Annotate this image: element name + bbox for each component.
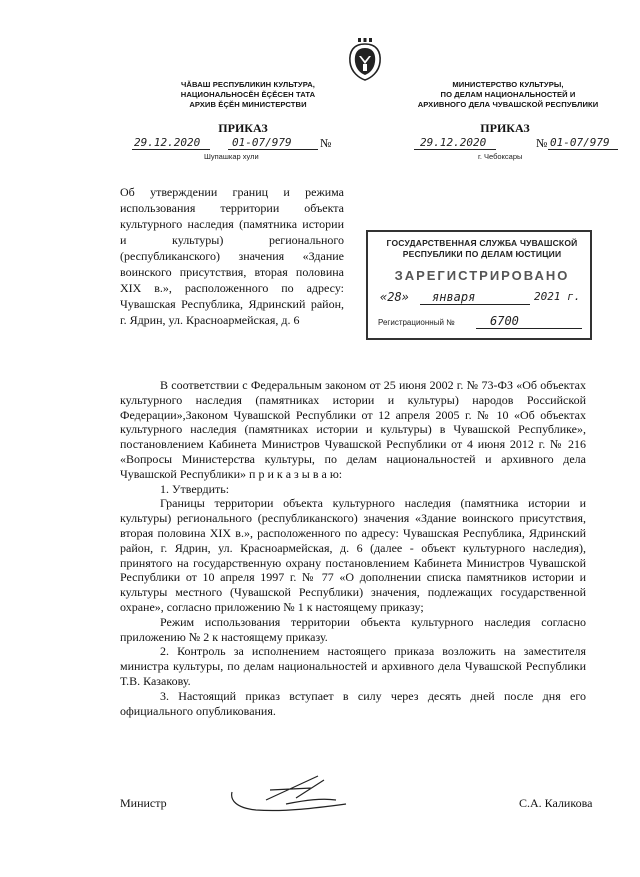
header-left-line: ЧĂВАШ РЕСПУБЛИКИН КУЛЬТУРА, xyxy=(180,80,316,89)
stamp-reg-label: Регистрационный № xyxy=(378,318,455,327)
body-paragraph: 2. Контроль за исполнением настоящего приказа возложить на заместителя министра культуры, по делам национальностей и архивного дела Чувашской Республики Т.В. Казакову. xyxy=(120,644,586,688)
stamp-date-month: января xyxy=(432,290,476,304)
body-paragraph: В соответствии с Федеральным законом от 25 июня 2002 г. № 73-ФЗ «Об объектах культурного наследия (памятниках истории и культуры) народов Российской Федерации»,Законом Чувашской Республики от 12 апреля 2005 г. № 10 «Об объектах культурного наследия (памятниках истории и культуры) в Чувашской Республике», постановлением Кабинета Министров Чувашской Республики от 4 июня 2012 г. № 216 «Вопросы Министерства культуры, по делам национальностей и архивного дела Чувашской Республики» п р и к а з ы в а ю: xyxy=(120,378,586,481)
stamp-registered: ЗАРЕГИСТРИРОВАНО xyxy=(394,268,570,283)
order-date-right: 29.12.2020 xyxy=(420,136,487,149)
stamp-month-underline xyxy=(420,304,530,305)
number-underline-left xyxy=(228,149,318,150)
header-right-org xyxy=(400,80,616,110)
order-body xyxy=(120,378,586,718)
number-sign-right: № xyxy=(536,136,548,150)
order-title-left: ПРИКАЗ xyxy=(218,121,268,135)
number-underline-right xyxy=(548,149,618,150)
date-underline-right xyxy=(414,149,496,150)
order-title-right: ПРИКАЗ xyxy=(480,121,530,135)
header-right-line: МИНИСТЕРСТВО КУЛЬТУРЫ, xyxy=(452,80,564,89)
signatory-name: С.А. Каликова xyxy=(519,796,593,810)
registration-stamp xyxy=(366,230,592,340)
header-left-org xyxy=(148,80,348,110)
stamp-org xyxy=(376,238,588,260)
order-number-left: 01-07/979 xyxy=(232,136,292,149)
order-date-left: 29.12.2020 xyxy=(134,136,201,149)
header-left-line: НАЦИОНАЛЬНОСĔН ĔÇĔСЕН ТАТА xyxy=(180,90,316,99)
signature-icon xyxy=(226,770,352,816)
header-right-line: АРХИВНОГО ДЕЛА ЧУВАШСКОЙ РЕСПУБЛИКИ xyxy=(417,100,599,109)
stamp-line: РЕСПУБЛИКИ ПО ДЕЛАМ ЮСТИЦИИ xyxy=(402,249,562,259)
signatory-title: Министр xyxy=(120,796,167,810)
header-right-line: ПО ДЕЛАМ НАЦИОНАЛЬНОСТЕЙ И xyxy=(440,90,576,99)
city-right: г. Чебоксары xyxy=(478,152,523,161)
order-number-right: 01-07/979 xyxy=(550,136,610,149)
body-paragraph: 3. Настоящий приказ вступает в силу через десять дней после дня его официального опубликования. xyxy=(120,688,586,718)
emblem-icon xyxy=(347,38,383,82)
body-paragraph: Режим использования территории объекта культурного наследия согласно приложению № 2 к настоящему приказу. xyxy=(120,614,586,644)
city-left: Шупашкар хули xyxy=(204,152,259,161)
body-paragraph: Границы территории объекта культурного наследия (памятника истории и культуры) регионального (республиканского) значения «Здание воинского присутствия, вторая половина XIX в.», расположенного по адресу: Чувашская Республика, Ядринский район, г. Ядрин, ул. Красноармейская, д. 6 (далее - объект культурного наследия), принятого на государственную охрану постановлением Кабинета Министров Чувашской Республики от 10 апреля 1997 г. № 77 «О дополнении списка памятников истории и культуры местного (Чувашской Республики) значения, подлежащих государственной охране», согласно приложению № 1 к настоящему приказу; xyxy=(120,496,586,614)
stamp-line: ГОСУДАРСТВЕННАЯ СЛУЖБА ЧУВАШСКОЙ xyxy=(386,238,578,248)
stamp-date-row xyxy=(380,290,584,306)
stamp-reg-number: 6700 xyxy=(490,314,519,328)
stamp-date-day: «28» xyxy=(380,290,409,304)
header-left-line: АРХИВ ĔÇĔН МИНИСТЕРСТВИ xyxy=(189,100,307,109)
body-paragraph: 1. Утвердить: xyxy=(160,481,230,496)
stamp-reg-underline xyxy=(476,328,582,329)
stamp-date-year: 2021 г. xyxy=(534,290,581,303)
stamp-reg-row xyxy=(378,314,584,328)
number-sign-left: № xyxy=(320,136,332,150)
order-subject: Об утверждении границ и режима использования территории объекта культурного наследия (памятника истории и культуры) регионального (республиканского) значения «Здание воинского присутствия, вторая половина XIX в.», расположенного по адресу: Чувашская Республика, Ядринский район, г. Ядрин, ул. Красноармейская, д. 6 xyxy=(120,185,344,327)
date-underline-left xyxy=(132,149,210,150)
